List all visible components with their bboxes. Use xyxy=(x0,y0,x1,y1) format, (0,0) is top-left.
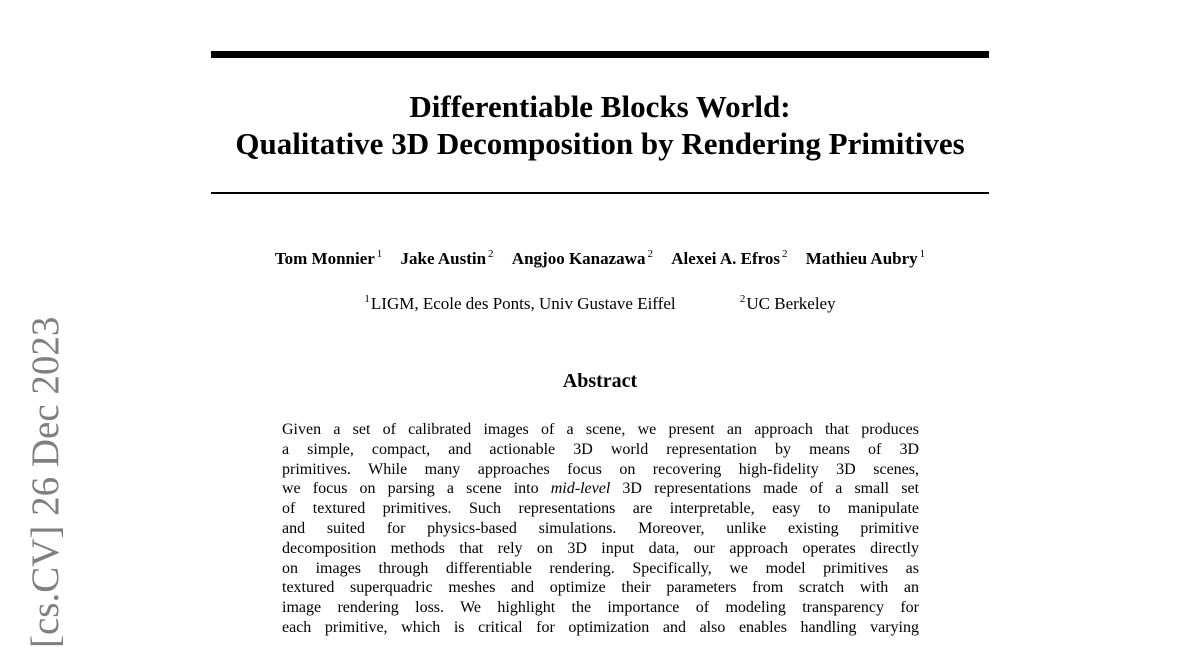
author-affil-mark: 2 xyxy=(647,248,653,260)
abstract-body xyxy=(282,420,919,638)
title-line-2: Qualitative 3D Decomposition by Rendering Primitives xyxy=(235,126,965,161)
affiliation-list xyxy=(211,293,989,314)
author xyxy=(512,249,653,268)
abstract-emphasis: mid-level xyxy=(550,480,611,498)
author-name: Jake Austin xyxy=(400,249,487,268)
abstract-line-text: we focus on parsing a scene into xyxy=(282,480,551,498)
title-top-rule xyxy=(211,51,989,58)
abstract-line: a simple, compact, and actionable 3D world representation by means of 3D xyxy=(282,440,919,458)
author-affil-mark: 2 xyxy=(488,248,494,260)
author xyxy=(671,249,787,268)
affiliation-mark: 1 xyxy=(364,293,370,305)
author-name: Angjoo Kanazawa xyxy=(511,249,646,268)
abstract-heading: Abstract xyxy=(562,370,638,392)
title-line-1: Differentiable Blocks World: xyxy=(409,89,791,124)
author-list xyxy=(211,248,989,269)
arxiv-identifier: [cs.CV] 26 Dec 2023 xyxy=(24,316,67,648)
abstract-line: and suited for physics-based simulations. Moreover, unlike existing primitive xyxy=(282,519,919,537)
author xyxy=(806,249,925,268)
affiliation xyxy=(740,294,836,313)
affiliation xyxy=(364,294,675,313)
author-affil-mark: 1 xyxy=(919,248,926,260)
abstract-line: of textured primitives. Such representations are interpretable, easy to manipulate xyxy=(282,500,919,518)
title-bottom-rule xyxy=(211,192,989,194)
abstract-line: decomposition methods that rely on 3D input data, our approach operates directly xyxy=(282,539,919,557)
abstract-line: textured superquadric meshes and optimize their parameters from scratch with an xyxy=(282,579,919,597)
affiliation-name: UC Berkeley xyxy=(746,294,836,313)
affiliation-mark: 2 xyxy=(739,293,746,305)
abstract-line-text: 3D representations made of a small set xyxy=(610,480,920,498)
author-name: Tom Monnier xyxy=(274,249,375,268)
abstract-line xyxy=(282,479,919,499)
abstract-line: Given a set of calibrated images of a scene, we present an approach that produces xyxy=(282,421,919,438)
abstract-line: primitives. While many approaches focus on recovering high-fidelity 3D scenes, xyxy=(282,460,919,478)
author-affil-mark: 2 xyxy=(781,248,788,260)
author-name: Mathieu Aubry xyxy=(805,249,918,268)
author-name: Alexei A. Efros xyxy=(671,249,780,268)
abstract-line: image rendering loss. We highlight the importance of modeling transparency for xyxy=(282,599,919,617)
author-affil-mark: 1 xyxy=(376,248,383,260)
affiliation-name: LIGM, Ecole des Ponts, Univ Gustave Eiffel xyxy=(370,294,676,313)
paper-title xyxy=(211,88,989,162)
author xyxy=(401,249,494,268)
author xyxy=(275,249,382,268)
abstract-line: on images through differentiable rendering. Specifically, we model primitives as xyxy=(282,559,919,577)
abstract-line: each primitive, which is critical for optimization and also enables handling varying xyxy=(282,618,919,636)
